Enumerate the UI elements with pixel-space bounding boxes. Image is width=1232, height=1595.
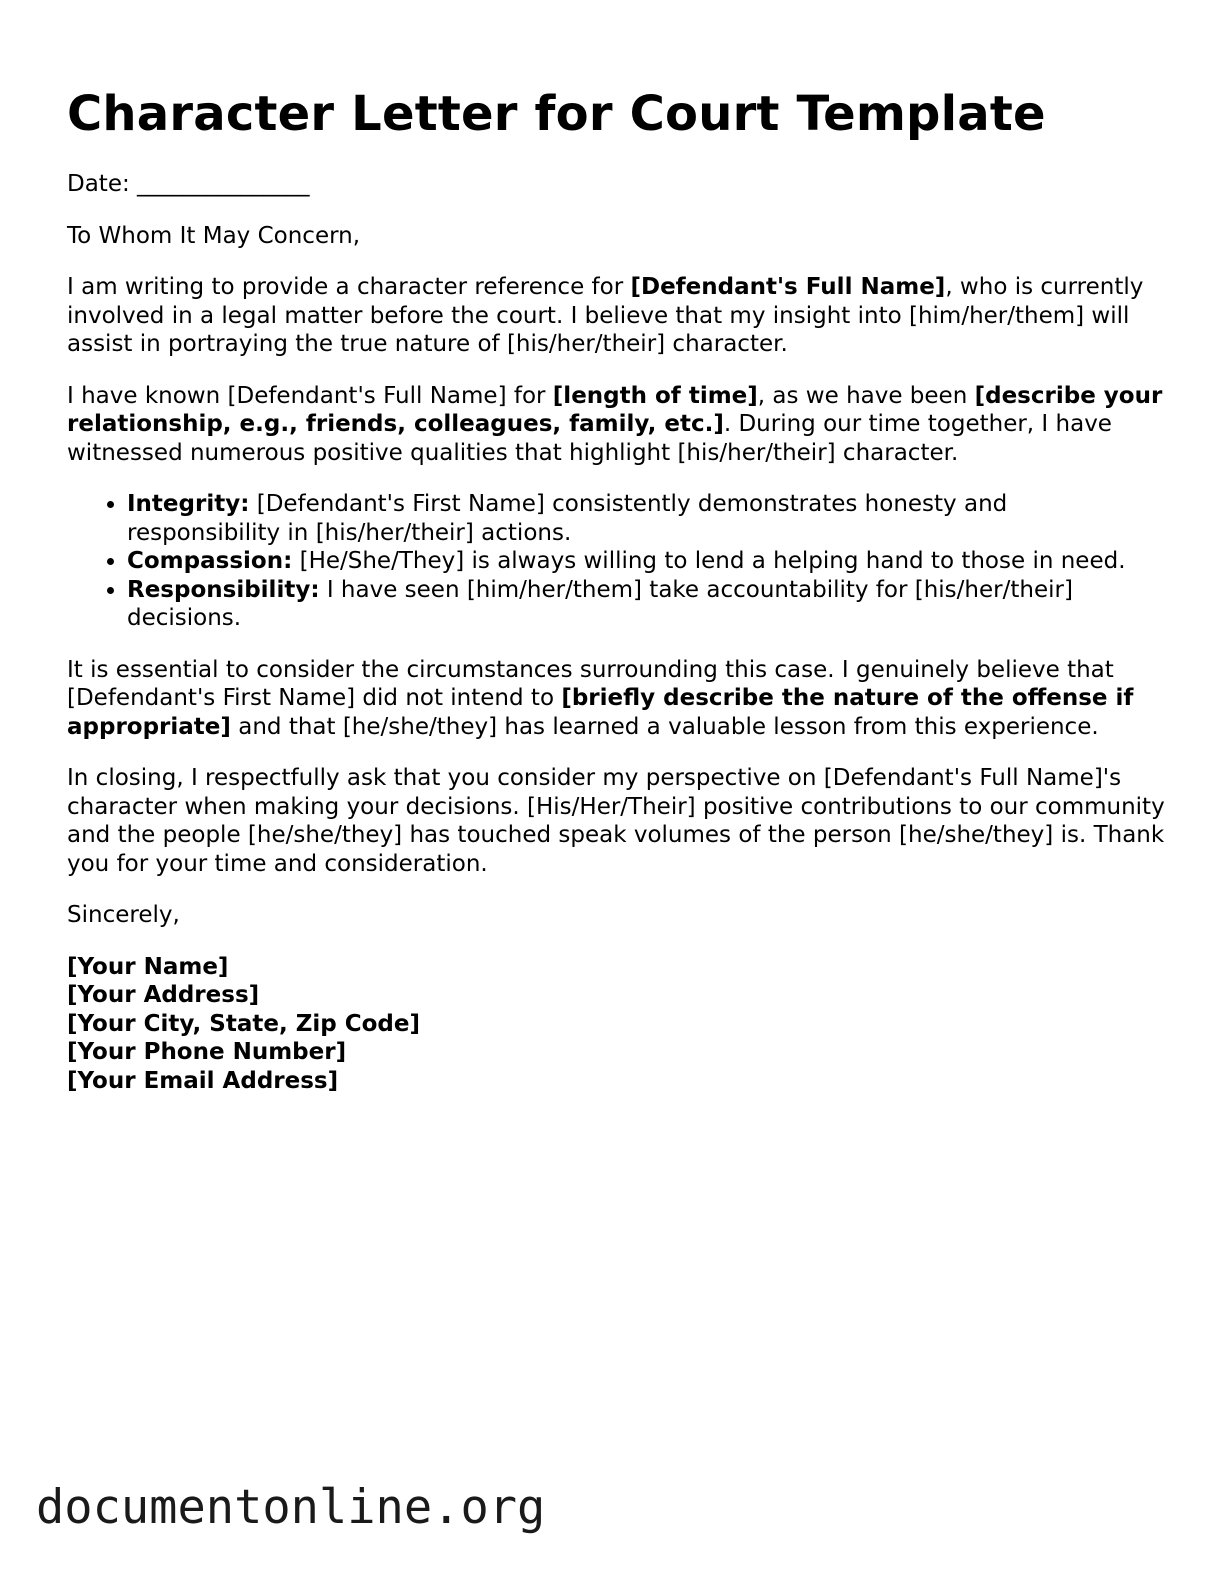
quality-text: [Defendant's First Name] consistently demonstrates honesty and responsibility in [his/her/their] actions.: [127, 491, 1008, 546]
signature-email: [Your Email Address]: [67, 1067, 339, 1094]
quality-label: Integrity:: [127, 491, 250, 517]
closing-salutation: Sincerely,: [67, 902, 180, 928]
quality-label: Responsibility:: [127, 576, 320, 603]
page-title: Character Letter for Court Template: [67, 86, 1046, 142]
offense-placeholder: [briefly describe the nature of the offense if appropriate]: [67, 685, 1134, 740]
relationship-paragraph: [67, 382, 1167, 468]
qualities-list: [67, 490, 1167, 633]
signature-block: [67, 953, 1167, 1096]
date-line: Date: _______________: [67, 171, 310, 197]
signature-city: [Your City, State, Zip Code]: [67, 1010, 420, 1037]
length-of-time-placeholder: [length of time]: [552, 382, 758, 409]
letter-page: [67, 82, 1167, 1095]
salutation: To Whom It May Concern,: [67, 222, 361, 249]
circumstances-text-2: and that [he/she/they] has learned a valuable lesson from this experience.: [230, 713, 1099, 740]
relationship-text-3: . During our time together, I have witnessed numerous positive qualities that highlight [his/her/their] character.: [67, 411, 1112, 466]
closing-paragraph: In closing, I respectfully ask that you consider my perspective on [Defendant's Full Name]'s character when making your decisions. [His/Her/Their] positive contributions to our community and the people [he/she/they] has touched speak volumes of the person [he/she/they] is. Thank you for your time and consideration.: [67, 765, 1165, 877]
quality-text: I have seen [him/her/them] take accountability for [his/her/their] decisions.: [127, 576, 1073, 631]
list-item: [127, 576, 1167, 633]
quality-text: [He/She/They] is always willing to lend a helping hand to those in need.: [292, 548, 1126, 574]
watermark: documentonline.org: [36, 1480, 546, 1535]
intro-text-1: I am writing to provide a character reference for: [67, 274, 631, 300]
intro-text-2: , who is currently involved in a legal matter before the court. I believe that my insight into [him/her/them] will assist in portraying the true nature of [his/her/their] character.: [67, 274, 1144, 357]
signature-address: [Your Address]: [67, 982, 260, 1008]
intro-paragraph: [67, 273, 1167, 359]
quality-label: Compassion:: [127, 548, 293, 574]
list-item: [127, 547, 1167, 576]
relationship-text-2: , as we have been: [757, 382, 975, 409]
signature-name: [Your Name]: [67, 953, 229, 980]
relationship-text-1: I have known [Defendant's Full Name] for: [67, 382, 553, 409]
list-item: [127, 490, 1167, 547]
circumstances-paragraph: [67, 656, 1167, 742]
relationship-placeholder: [describe your relationship, e.g., friends, colleagues, family, etc.]: [67, 382, 1163, 437]
defendant-name-placeholder: [Defendant's Full Name]: [630, 274, 946, 300]
signature-phone: [Your Phone Number]: [67, 1039, 347, 1065]
circumstances-text-1: It is essential to consider the circumstances surrounding this case. I genuinely believe that [Defendant's First Name] did not intend to: [67, 656, 1114, 711]
